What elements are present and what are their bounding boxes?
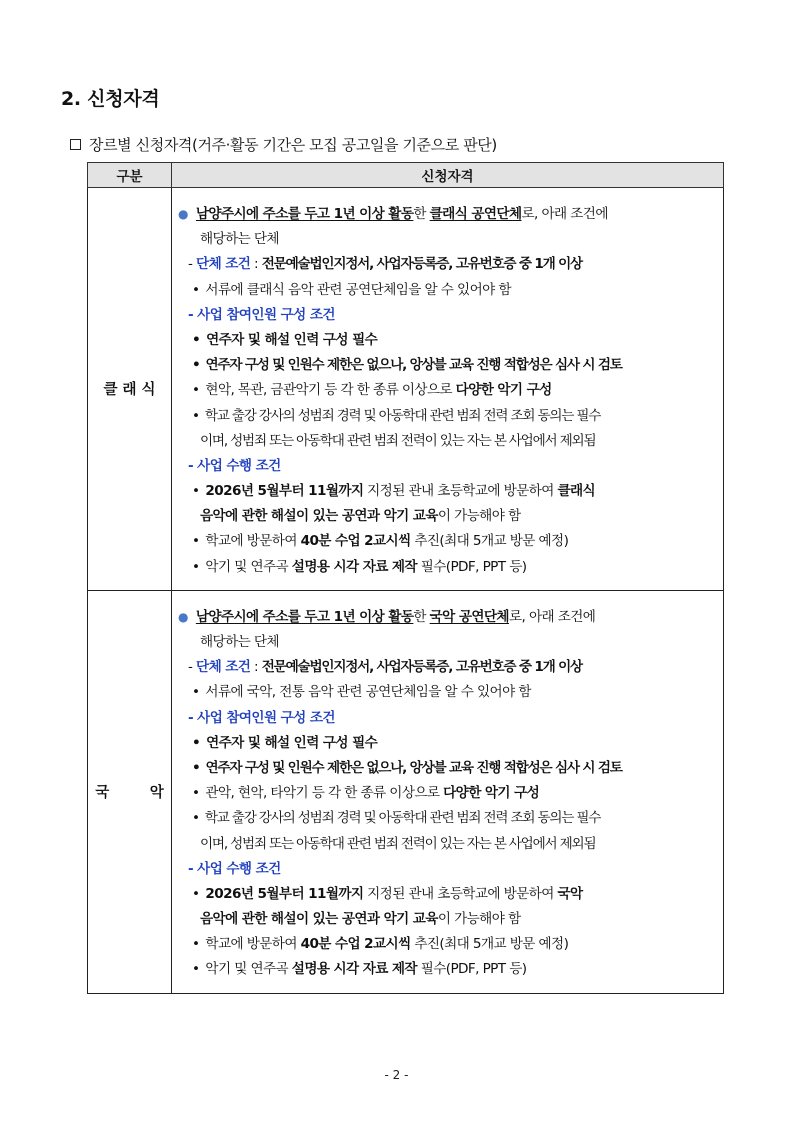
section-title: 2. 신청자격 (61, 88, 160, 110)
list-item: • 학교 출강 강사의 성범죄 경력 및 아동학대 관련 범죄 전력 조회 동의는 필수 (192, 407, 601, 424)
list-item: • 연주자 구성 및 인원수 제한은 없으나, 앙상블 교육 진행 적합성은 심사 시 검토 (192, 357, 622, 374)
table-row-gugak (88, 590, 724, 993)
list-item: • 학교에 방문하여 40분 수업 2교시씩 추진(최대 5개교 방문 예정) (192, 936, 569, 953)
list-item: • 연주자 구성 및 인원수 제한은 없으나, 앙상블 교육 진행 적합성은 심사 시 검토 (192, 759, 622, 776)
list-item: • 2026년 5월부터 11월까지 지정된 관내 초등학교에 방문하여 국악 (192, 885, 583, 902)
list-item: - 단체 조건 : 전문예술법인지정서, 사업자등록증, 고유번호증 중 1개 이상 (188, 256, 582, 273)
list-item: - 사업 참여인원 구성 조건 (188, 709, 335, 726)
subheading-text: 장르별 신청자격(거주·활동 기간은 모집 공고일을 기준으로 판단) (89, 136, 497, 154)
category-classical: 클 래 식 (88, 188, 172, 591)
list-item: - 사업 수행 조건 (188, 457, 281, 474)
list-item: 이며, 성범죄 또는 아동학대 관련 범죄 전력이 있는 자는 본 사업에서 제외됨 (200, 835, 596, 852)
list-item: - 사업 수행 조건 (188, 860, 281, 877)
list-item: • 학교에 방문하여 40분 수업 2교시씩 추진(최대 5개교 방문 예정) (192, 533, 569, 550)
list-item: 해당하는 단체 (200, 231, 279, 248)
list-item: • 연주자 및 해설 인력 구성 필수 (192, 331, 378, 348)
list-item: • 서류에 국악, 전통 음악 관련 공연단체임을 알 수 있어야 함 (192, 684, 531, 701)
list-item: ● 남양주시에 주소를 두고 1년 이상 활동한 클래식 공연단체로, 아래 조건에 (178, 206, 608, 222)
list-item: 해당하는 단체 (200, 634, 279, 650)
list-item: • 악기 및 연주곡 설명용 시각 자료 제작 필수(PDF, PPT 등) (192, 558, 527, 575)
qualification-table (87, 162, 724, 994)
list-item: • 서류에 클래식 음악 관련 공연단체임을 알 수 있어야 함 (192, 281, 511, 298)
checkbox-icon (70, 139, 81, 150)
list-item: • 관악, 현악, 타악기 등 각 한 종류 이상으로 다양한 악기 구성 (192, 785, 540, 802)
list-item: 음악에 관한 해설이 있는 공연과 악기 교육이 가능해야 함 (200, 508, 521, 525)
qualification-gugak (172, 590, 724, 993)
table-row-classical (88, 188, 724, 591)
list-item: 이며, 성범죄 또는 아동학대 관련 범죄 전력이 있는 자는 본 사업에서 제외됨 (200, 432, 596, 449)
list-item: • 2026년 5월부터 11월까지 지정된 관내 초등학교에 방문하여 클래식 (192, 483, 596, 500)
list-item: - 단체 조건 : 전문예술법인지정서, 사업자등록증, 고유번호증 중 1개 이상 (188, 659, 582, 676)
list-item: 음악에 관한 해설이 있는 공연과 악기 교육이 가능해야 함 (200, 911, 521, 928)
list-item: ● 남양주시에 주소를 두고 1년 이상 활동한 국악 공연단체로, 아래 조건에 (178, 608, 596, 625)
category-gugak: 국 악 (88, 590, 172, 993)
subheading (70, 134, 497, 155)
list-item: • 악기 및 연주곡 설명용 시각 자료 제작 필수(PDF, PPT 등) (192, 961, 527, 978)
header-qualification: 신청자격 (172, 163, 724, 188)
page-number: - 2 - (384, 1068, 409, 1082)
qualification-classical (172, 188, 724, 591)
list-item: • 학교 출강 강사의 성범죄 경력 및 아동학대 관련 범죄 전력 조회 동의는 필수 (192, 810, 601, 827)
table-header-row (88, 163, 724, 188)
bullet-dot-icon: ● (178, 609, 188, 624)
list-item: • 현악, 목관, 금관악기 등 각 한 종류 이상으로 다양한 악기 구성 (192, 382, 552, 399)
header-category: 구분 (88, 163, 172, 188)
list-item: • 연주자 및 해설 인력 구성 필수 (192, 734, 378, 751)
bullet-dot-icon: ● (178, 207, 188, 221)
list-item: - 사업 참여인원 구성 조건 (188, 306, 335, 323)
